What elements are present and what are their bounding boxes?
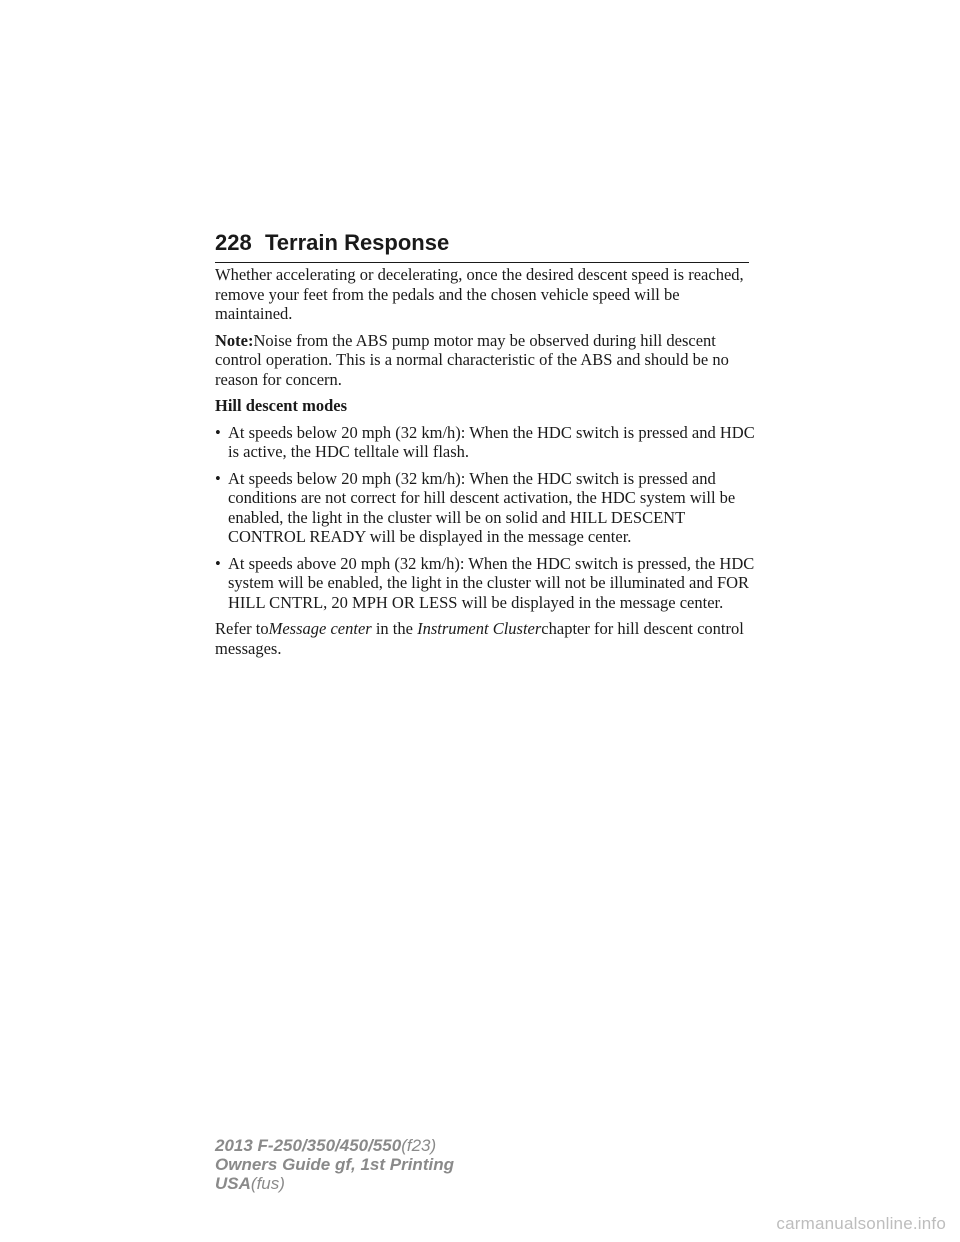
footer-line-model: 2013 F-250/350/450/550(f23) bbox=[215, 1136, 437, 1155]
bullet-icon: • bbox=[215, 553, 221, 573]
modes-heading: Hill descent modes bbox=[215, 396, 347, 415]
list-item-text: At speeds below 20 mph (32 km/h): When the HDC switch is pressed and conditions are not correct for hill descent activation, the HDC system will be enabled, the light in the cluster will be on solid and HILL DESCENT CONTROL READY will be displayed in the message center. bbox=[228, 468, 736, 546]
footer-region-code: (fus) bbox=[250, 1174, 285, 1193]
footer-line-region: USA(fus) bbox=[215, 1174, 285, 1193]
page-header bbox=[215, 228, 749, 263]
note-label: Note: bbox=[215, 330, 254, 350]
list-item bbox=[215, 469, 755, 547]
refer-prefix: Refer to bbox=[215, 619, 269, 638]
instrument-cluster-reference: Instrument Cluster bbox=[417, 619, 542, 638]
footer-line-guide: Owners Guide gf, 1st Printing bbox=[215, 1155, 454, 1174]
bullet-icon: • bbox=[215, 422, 221, 442]
note-paragraph bbox=[215, 331, 755, 390]
list-item bbox=[215, 554, 755, 613]
watermark: carmanualsonline.info bbox=[776, 1214, 946, 1233]
page-number: 228 bbox=[215, 230, 252, 255]
bullet-icon: • bbox=[215, 468, 221, 488]
list-item-text: At speeds above 20 mph (32 km/h): When the HDC switch is pressed, the HDC system will be enabled, the light in the cluster will not be illuminated and FOR HILL CNTRL, 20 MPH OR LESS will be displayed in the message center. bbox=[228, 553, 755, 612]
paragraph-descent-speed: Whether accelerating or decelerating, once the desired descent speed is reached, remove your feet from the pedals and the chosen vehicle speed will be maintained. bbox=[215, 265, 744, 323]
section-title: Terrain Response bbox=[265, 230, 450, 255]
page-footer bbox=[215, 1136, 454, 1193]
note-text: Noise from the ABS pump motor may be observed during hill descent control operation. This is a normal characteristic of the ABS and should be no reason for concern. bbox=[215, 330, 729, 389]
refer-suffix: chapter for hill descent control messages. bbox=[215, 619, 744, 658]
footer-model-code: (f23) bbox=[401, 1136, 437, 1155]
message-center-reference: Message center bbox=[268, 619, 372, 638]
modes-list bbox=[215, 423, 755, 613]
refer-paragraph bbox=[215, 619, 755, 658]
refer-middle: in the bbox=[375, 619, 413, 638]
list-item bbox=[215, 423, 755, 462]
list-item-text: At speeds below 20 mph (32 km/h): When the HDC switch is pressed and HDC is active, the HDC telltale will flash. bbox=[228, 422, 755, 461]
page-content bbox=[215, 265, 755, 665]
